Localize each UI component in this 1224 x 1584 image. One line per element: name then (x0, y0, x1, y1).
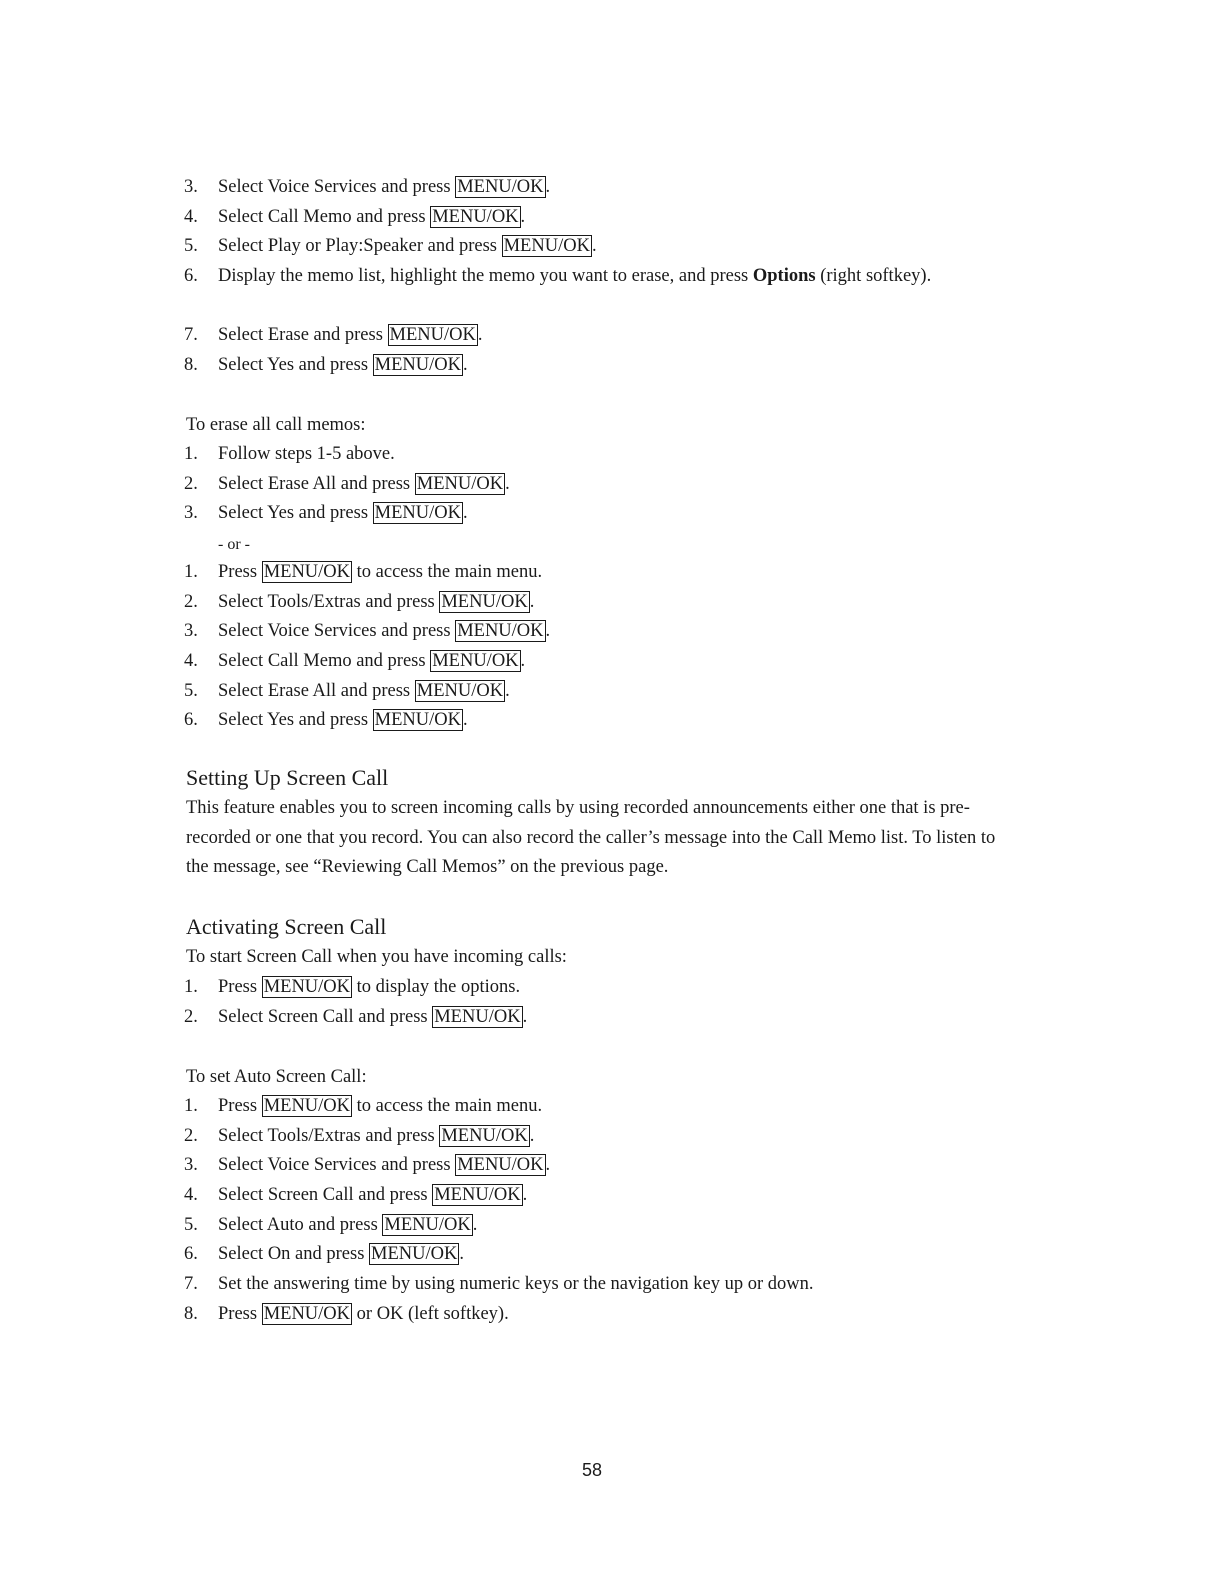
page-number: 58 (582, 1460, 603, 1480)
menu-ok-key: MENU/OK (263, 1096, 351, 1116)
auto-screen-intro: To set Auto Screen Call: (186, 1067, 367, 1087)
menu-ok-key: MENU/OK (374, 503, 462, 524)
menu-ok-key: MENU/OK (371, 1244, 458, 1265)
menu-ok-key: MENU/OK (263, 977, 351, 997)
menu-ok-key: MENU/OK (432, 206, 519, 227)
menu-ok-key: MENU/OK (441, 591, 528, 612)
activate-intro: To start Screen Call when you have incoming calls: (186, 947, 567, 967)
setup-paragraph: This feature enables you to screen incoming calls by using recorded announcements either one that is pre-recorded or one that you record. You can also record the caller’s message into the Call Memo list. To listen to the message, see “Reviewing Call Memos” on the previous page. (186, 798, 996, 878)
menu-ok-key: MENU/OK (457, 621, 544, 642)
menu-ok-key: MENU/OK (434, 1006, 521, 1027)
menu-ok-key: MENU/OK (389, 325, 476, 346)
menu-ok-key: MENU/OK (416, 680, 504, 701)
menu-ok-key: MENU/OK (457, 177, 544, 197)
section-heading-setup: Setting Up Screen Call (186, 765, 389, 790)
erase-all-intro: To erase all call memos: (186, 415, 366, 435)
or-separator: - or - (218, 536, 250, 553)
menu-ok-key: MENU/OK (384, 1214, 471, 1235)
section-heading-activate: Activating Screen Call (186, 914, 387, 939)
menu-ok-key: MENU/OK (374, 355, 462, 376)
menu-ok-key: MENU/OK (434, 1185, 521, 1206)
menu-ok-key: MENU/OK (503, 236, 590, 257)
menu-ok-key: MENU/OK (441, 1125, 528, 1146)
menu-ok-key: MENU/OK (263, 562, 351, 582)
menu-ok-key: MENU/OK (416, 473, 504, 494)
menu-ok-key: MENU/OK (374, 710, 462, 731)
menu-ok-key: MENU/OK (263, 1303, 351, 1324)
menu-ok-key: MENU/OK (457, 1155, 544, 1176)
menu-ok-key: MENU/OK (432, 651, 519, 672)
